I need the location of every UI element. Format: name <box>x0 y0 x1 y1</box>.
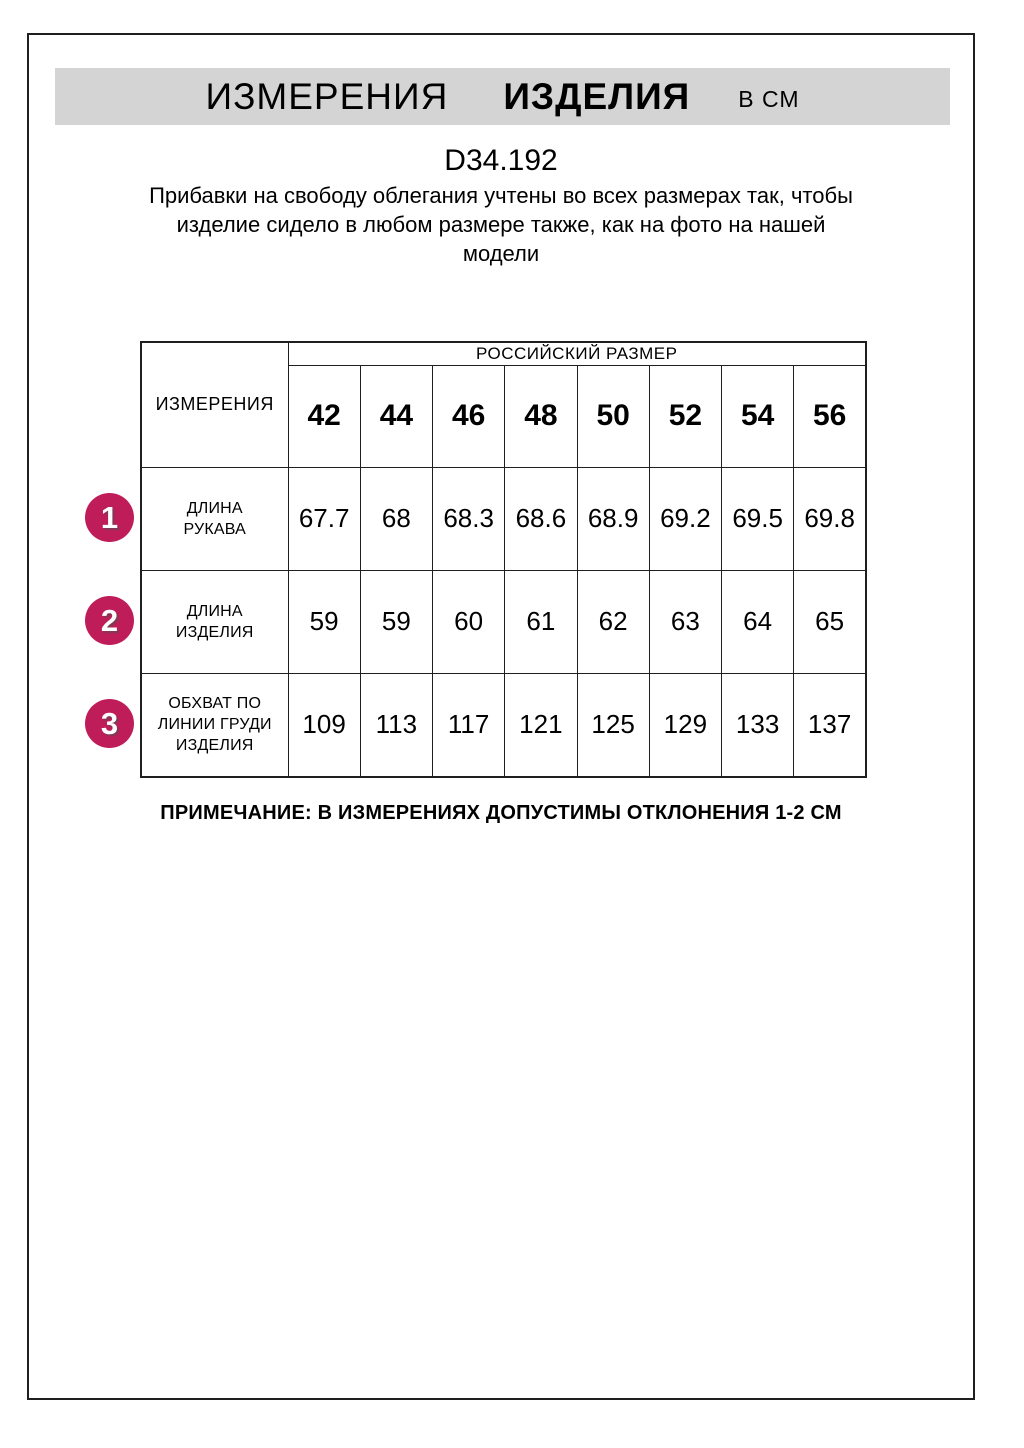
size-table <box>140 341 867 778</box>
row-label-line: ДЛИНА <box>186 602 243 620</box>
table-cell: 59 <box>288 570 360 673</box>
table-row-chest-girth <box>141 673 866 777</box>
table-cell: 69.5 <box>722 467 794 570</box>
table-cell: 113 <box>360 673 432 777</box>
table-cell: 117 <box>433 673 505 777</box>
table-cell: 137 <box>794 673 866 777</box>
table-cell: 121 <box>505 673 577 777</box>
table-cell: 69.8 <box>794 467 866 570</box>
row-label-line: ДЛИНА РУКАВА <box>183 499 246 538</box>
row-label-chest-girth <box>141 673 288 777</box>
table-cell: 60 <box>433 570 505 673</box>
table-cell: 68.6 <box>505 467 577 570</box>
size-header-52: 52 <box>649 365 721 467</box>
product-code: D34.192 <box>444 144 558 177</box>
table-cell: 133 <box>722 673 794 777</box>
size-group-row <box>141 342 866 365</box>
table-cell: 62 <box>577 570 649 673</box>
table-cell: 109 <box>288 673 360 777</box>
size-header-42: 42 <box>288 365 360 467</box>
row-number-badge-2: 2 <box>85 596 134 645</box>
table-cell: 69.2 <box>649 467 721 570</box>
header-band <box>55 68 950 125</box>
row-label-line: ЛИНИИ ГРУДИ <box>157 716 272 734</box>
size-header-46: 46 <box>433 365 505 467</box>
header-unit-label: В СМ <box>738 85 800 112</box>
header-word-product: ИЗДЕЛИЯ <box>503 75 691 117</box>
size-header-50: 50 <box>577 365 649 467</box>
table-cell: 67.7 <box>288 467 360 570</box>
fit-description <box>27 181 975 268</box>
fit-description-line: Прибавки на свободу облегания учтены во всех размерах так, чтобы <box>149 183 853 208</box>
row-number-badge-3: 3 <box>85 699 134 748</box>
table-cell: 64 <box>722 570 794 673</box>
row-label-line: ОБХВАТ ПО <box>168 695 262 713</box>
tolerance-note: ПРИМЕЧАНИЕ: В ИЗМЕРЕНИЯХ ДОПУСТИМЫ ОТКЛОНЕНИЯ 1-2 СМ <box>160 802 842 824</box>
table-cell: 68 <box>360 467 432 570</box>
size-header-48: 48 <box>505 365 577 467</box>
table-cell: 68.9 <box>577 467 649 570</box>
table-cell: 61 <box>505 570 577 673</box>
row-label-garment-length <box>141 570 288 673</box>
table-cell: 129 <box>649 673 721 777</box>
table-cell: 63 <box>649 570 721 673</box>
table-cell: 125 <box>577 673 649 777</box>
size-header-44: 44 <box>360 365 432 467</box>
fit-description-line: модели <box>462 241 540 266</box>
row-label-sleeve-length <box>141 467 288 570</box>
table-row-sleeve-length <box>141 467 866 570</box>
size-header-56: 56 <box>794 365 866 467</box>
table-row-garment-length <box>141 570 866 673</box>
row-label-line: ИЗДЕЛИЯ <box>175 737 254 755</box>
fit-description-line: изделие сидело в любом размере также, как на фото на нашей <box>176 212 826 237</box>
size-group-header: РОССИЙСКИЙ РАЗМЕР <box>288 342 866 365</box>
table-cell: 65 <box>794 570 866 673</box>
table-cell: 59 <box>360 570 432 673</box>
table-corner-label: ИЗМЕРЕНИЯ <box>141 342 288 467</box>
row-label-line: ИЗДЕЛИЯ <box>175 623 254 641</box>
header-word-measurements: ИЗМЕРЕНИЯ <box>205 75 449 117</box>
table-cell: 68.3 <box>433 467 505 570</box>
size-header-54: 54 <box>722 365 794 467</box>
row-number-badge-1: 1 <box>85 493 134 542</box>
